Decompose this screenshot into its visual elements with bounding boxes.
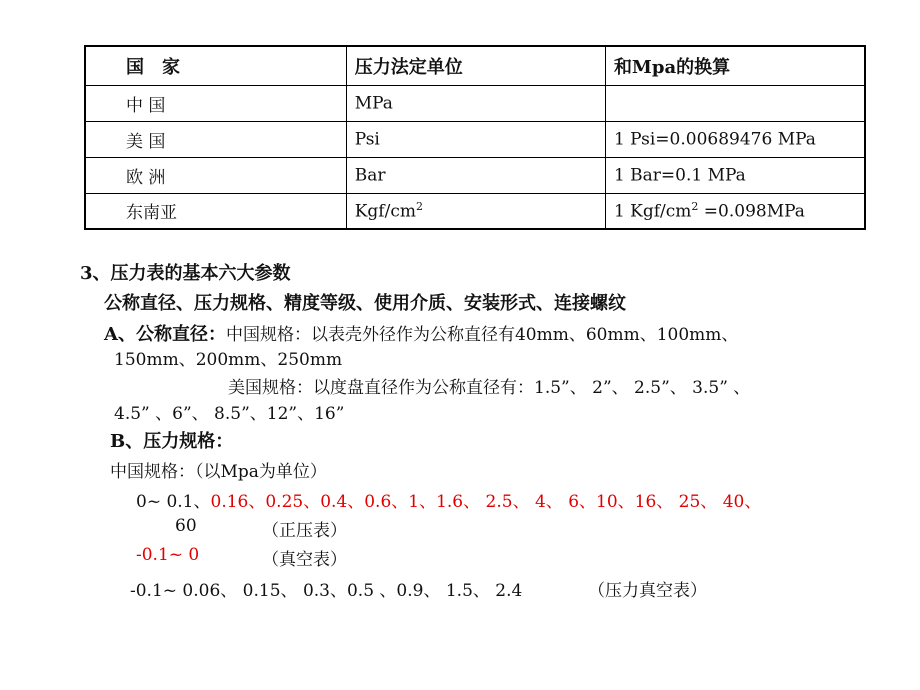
header-unit: 压力法定单位 [346,46,605,85]
unit-cell: Kgf/$cm^2$ [346,193,605,229]
country-cell: 东南亚 [85,193,346,229]
table-row [85,121,865,157]
pressure-unit-table [84,45,866,230]
table-row [85,85,865,121]
china-diameter-spec: 中国规格：以表壳外径作为公称直径有40mm、60mm、100mm、 [225,325,739,345]
parameter-list: 公称直径、压力规格、精度等级、使用介质、安装形式、连接螺纹 [104,293,626,314]
us-diameter-spec-cont: 4.5” 、6”、 8.5”、12”、16” [114,404,345,424]
compound-range: -0.1~ 0.06、 0.15、 0.3、0.5 、0.9、 1.5、 2.4 [130,581,523,601]
china-pressure-spec-title: 中国规格：（以Mpa为单位） [110,462,327,482]
nominal-diameter-label: A、公称直径： [104,324,226,345]
country-cell: 美 国 [85,121,346,157]
header-conversion: 和Mpa的换算 [605,46,865,85]
header-country: 国 家 [85,46,346,85]
us-diameter-spec: 美国规格：以度盘直径作为公称直径有：1.5”、 2”、 2.5”、 3.5” 、 [228,378,751,398]
conversion-cell: 1 Bar=0.1 MPa [605,157,865,193]
positive-gauge-note: （正压表） [262,521,347,541]
table-row [85,193,865,229]
country-cell: 欧 洲 [85,157,346,193]
positive-range-values: 0.16、0.25、0.4、0.6、1、1.6、 2.5、 4、 6、10、16、 25、 40、 [210,492,762,512]
positive-pressure-ranges [136,487,761,512]
country-cell: 中 国 [85,85,346,121]
conversion-cell [605,85,865,121]
conversion-cell: 1 Kgf/$cm^2 =0.098MPa$ [605,193,865,229]
section-heading: 3、压力表的基本六大参数 [80,263,291,284]
table-row [85,157,865,193]
vacuum-range: -0.1~ 0 [136,545,200,565]
vacuum-gauge-note: （真空表） [262,550,347,570]
compound-gauge-note: （压力真空表） [588,581,707,601]
unit-cell: Psi [346,121,605,157]
unit-cell: MPa [346,85,605,121]
unit-cell: Bar [346,157,605,193]
positive-range-cont: 60 [175,516,197,536]
china-diameter-spec-cont: 150mm、200mm、250mm [114,350,343,370]
pressure-spec-label: B、压力规格： [110,431,234,452]
table-header-row [85,46,865,85]
nominal-diameter-china-line [104,320,738,346]
positive-range-prefix: 0~ 0.1、 [136,492,211,512]
conversion-cell: 1 Psi=0.00689476 MPa [605,121,865,157]
